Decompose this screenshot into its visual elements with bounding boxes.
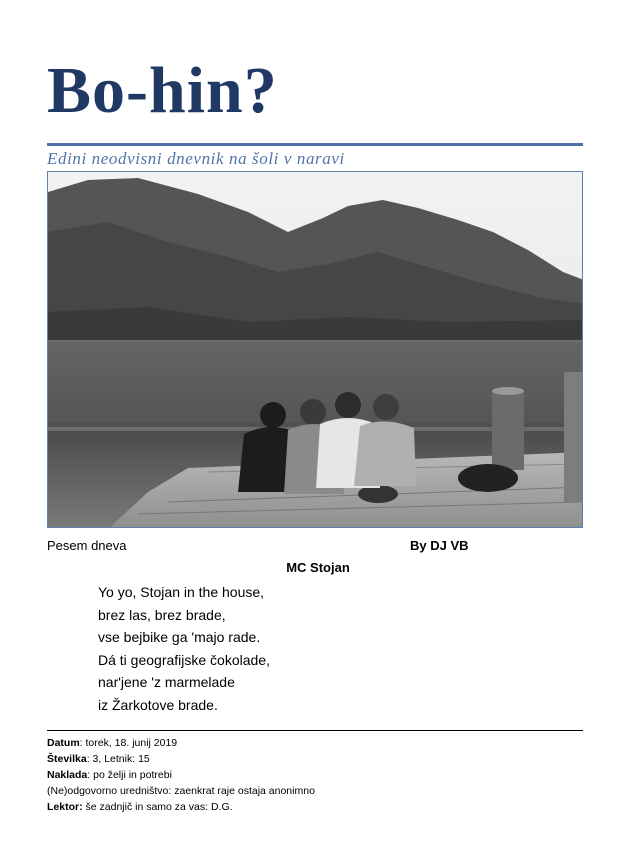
imprint-print-run	[47, 767, 315, 783]
imprint-proofreader	[47, 799, 315, 815]
lake-scene-illustration	[48, 172, 583, 528]
header-divider	[47, 143, 583, 146]
article-byline: By DJ VB	[410, 538, 469, 553]
section-label: Pesem dneva	[47, 538, 127, 553]
imprint-date-value: : torek, 18. junij 2019	[79, 737, 178, 749]
imprint	[47, 735, 315, 815]
poem-line: iz Žarkotove brade.	[98, 696, 218, 713]
newspaper-tagline: Edini neodvisni dnevnik na šoli v naravi	[47, 149, 345, 168]
imprint-issue-value: : 3, Letnik: 15	[86, 753, 150, 765]
poem-line: Dá ti geografijske čokolade,	[98, 651, 270, 668]
imprint-divider	[47, 730, 583, 731]
poem-line: brez las, brez brade,	[98, 606, 226, 623]
imprint-issue-label: Številka	[47, 753, 87, 765]
imprint-issue	[47, 751, 315, 767]
poem-line: vse bejbike ga 'majo rade.	[98, 629, 261, 645]
imprint-proof-label: Lektor:	[47, 801, 83, 813]
poem-title: MC Stojan	[286, 560, 350, 575]
poem-body	[98, 581, 270, 716]
poem-line: nar'jene 'z marmelade	[98, 674, 235, 690]
newspaper-title: Bo-hin?	[47, 54, 278, 127]
imprint-editors-value: : zaenkrat raje ostaja anonimno	[168, 785, 315, 797]
imprint-editors	[47, 783, 315, 799]
imprint-date	[47, 735, 315, 751]
imprint-print-value: : po želji in potrebi	[87, 769, 172, 781]
poem-line: Yo yo, Stojan in the house,	[98, 584, 265, 600]
imprint-print-label: Naklada	[47, 769, 88, 781]
cover-photo	[47, 171, 583, 528]
imprint-date-label: Datum	[47, 737, 80, 749]
imprint-editors-label: (Ne)odgovorno uredništvo	[47, 785, 169, 797]
imprint-proof-value: še zadnjič in samo za vas: D.G.	[82, 801, 233, 813]
